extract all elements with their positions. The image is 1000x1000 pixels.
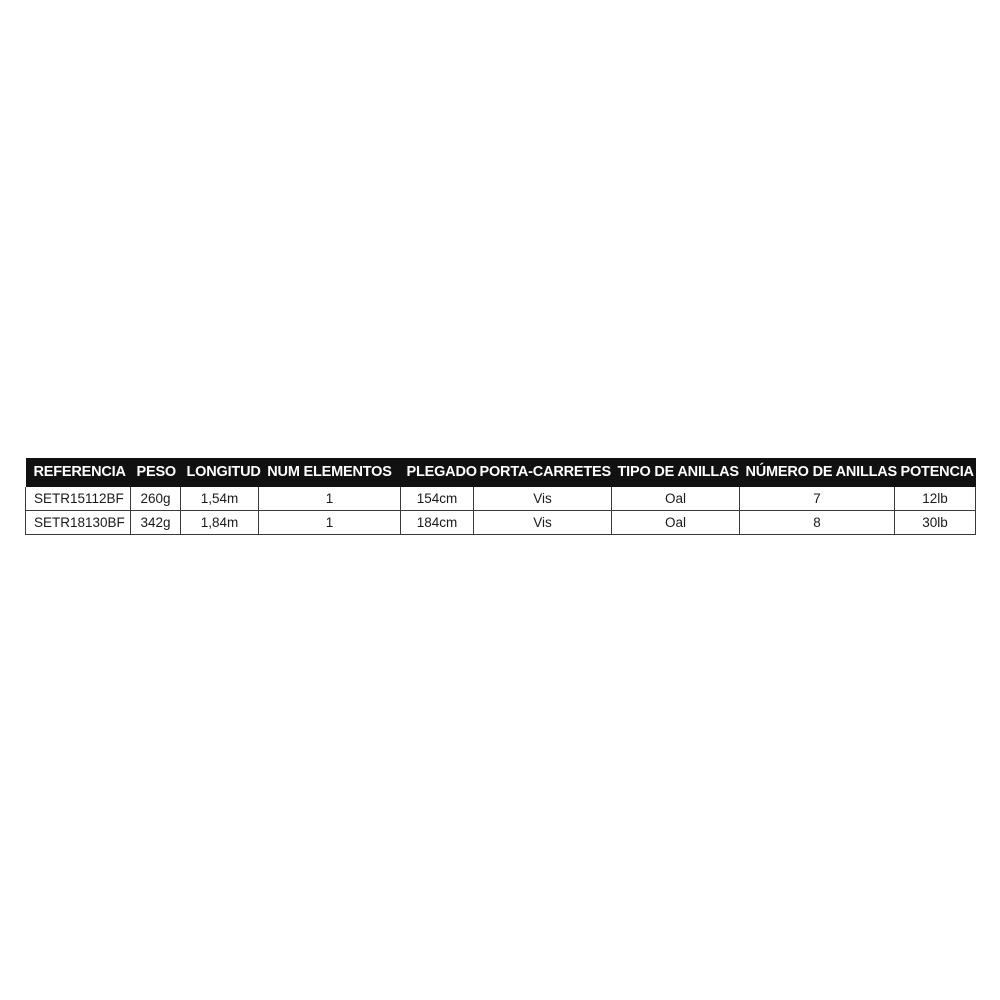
cell-referencia: SETR15112BF [26, 487, 131, 511]
table-header-row [26, 458, 976, 487]
cell-porta-carretes: Vis [474, 487, 612, 511]
cell-plegado: 154cm [401, 487, 474, 511]
table-header [26, 458, 976, 487]
cell-longitud: 1,84m [181, 511, 259, 535]
specifications-table [25, 458, 976, 535]
column-header-numero-de-anillas: NÚMERO DE ANILLAS [745, 464, 898, 480]
cell-numero-de-anillas: 7 [740, 487, 895, 511]
column-header-longitud: LONGITUD [186, 464, 261, 480]
cell-peso: 342g [131, 511, 181, 535]
cell-num-elementos: 1 [259, 487, 401, 511]
specifications-table-container [25, 458, 975, 535]
cell-longitud: 1,54m [181, 487, 259, 511]
table-row [26, 511, 976, 535]
cell-tipo-de-anillas: Oal [612, 487, 740, 511]
cell-tipo-de-anillas: Oal [612, 511, 740, 535]
column-header-num-elementos: NUM ELEMENTOS [267, 464, 392, 480]
column-header-potencia: POTENCIA [900, 464, 974, 480]
cell-porta-carretes: Vis [474, 511, 612, 535]
cell-peso: 260g [131, 487, 181, 511]
cell-num-elementos: 1 [259, 511, 401, 535]
column-header-plegado: PLEGADO [406, 464, 477, 480]
cell-plegado: 184cm [401, 511, 474, 535]
column-header-referencia: REFERENCIA [33, 464, 126, 480]
table-row [26, 487, 976, 511]
table-body [26, 487, 976, 535]
column-header-tipo-de-anillas: TIPO DE ANILLAS [617, 464, 739, 480]
cell-potencia: 12lb [895, 487, 976, 511]
cell-numero-de-anillas: 8 [740, 511, 895, 535]
cell-referencia: SETR18130BF [26, 511, 131, 535]
column-header-peso: PESO [136, 464, 176, 480]
column-header-porta-carretes: PORTA-CARRETES [479, 464, 611, 480]
cell-potencia: 30lb [895, 511, 976, 535]
